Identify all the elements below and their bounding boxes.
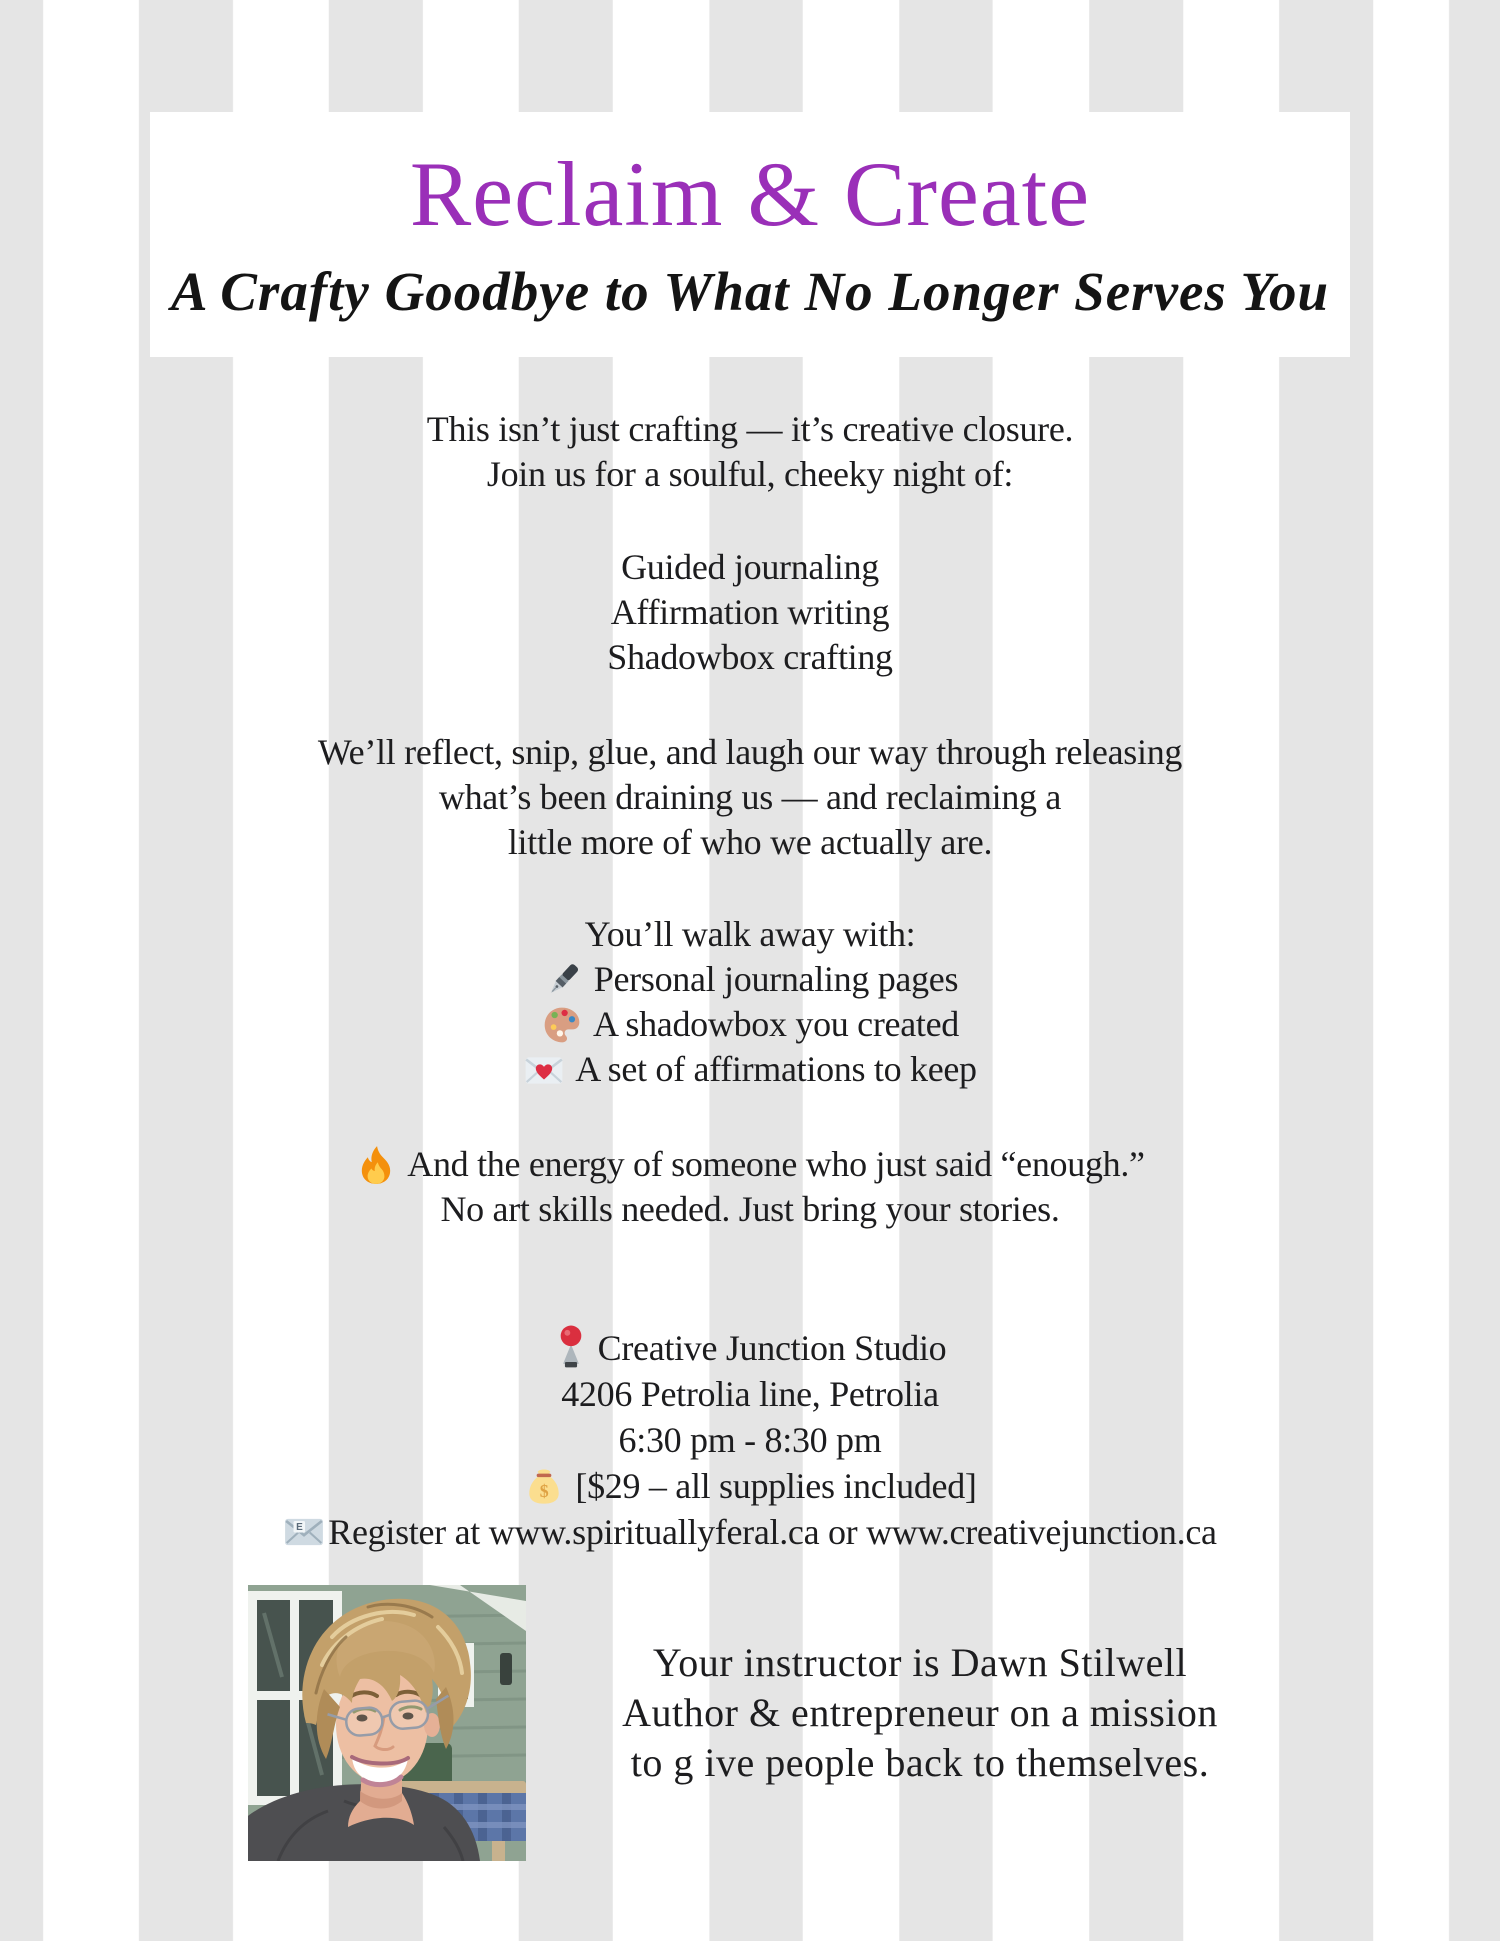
energy-line-1-label: And the energy of someone who just said “enough.” — [407, 1144, 1145, 1184]
page-subtitle: A Crafty Goodbye to What No Longer Serves You — [170, 261, 1330, 322]
instructor-line-1: Your instructor is Dawn Stilwell — [652, 1640, 1188, 1685]
venue-label: Creative Junction Studio — [597, 1328, 947, 1368]
fire-icon — [355, 1144, 397, 1186]
reflection-line-3: little more of who we actually are. — [507, 822, 993, 862]
takeaway-item-label: A set of affirmations to keep — [575, 1049, 977, 1089]
reflection-line-1: We’ll reflect, snip, glue, and laugh our way through releasing — [317, 732, 1183, 772]
activity-item: Guided journaling — [621, 547, 879, 587]
venue-line — [0, 1325, 1500, 1371]
price-line — [0, 1463, 1500, 1509]
instructor-line-2: Author & entrepreneur on a mission — [622, 1690, 1218, 1735]
love-letter-icon — [523, 1049, 565, 1091]
takeaway-item — [0, 957, 1500, 1002]
money-bag-icon — [523, 1465, 565, 1507]
takeaways-heading: You’ll walk away with: — [584, 914, 916, 954]
activities-list — [0, 545, 1500, 680]
palette-icon — [541, 1004, 583, 1046]
time-line: 6:30 pm - 8:30 pm — [618, 1420, 882, 1460]
activity-item: Affirmation writing — [610, 592, 890, 632]
reflection-paragraph — [0, 730, 1500, 865]
intro-paragraph — [0, 407, 1500, 497]
instructor-selfie-photo — [248, 1585, 526, 1861]
activity-item: Shadowbox crafting — [607, 637, 893, 677]
takeaway-item-label: Personal journaling pages — [593, 959, 959, 999]
takeaway-item — [0, 1002, 1500, 1047]
svg-text:E: E — [296, 1522, 303, 1534]
register-label: Register at www.spirituallyferal.ca or www.creativejunction.ca — [328, 1512, 1217, 1552]
instructor-bio — [530, 1638, 1310, 1788]
event-details — [0, 1325, 1500, 1555]
intro-line-2: Join us for a soulful, cheeky night of: — [486, 454, 1014, 494]
takeaway-item — [0, 1047, 1500, 1092]
price-label: [$29 – all supplies included] — [575, 1466, 977, 1506]
address-line: 4206 Petrolia line, Petrolia — [561, 1374, 939, 1414]
energy-note — [0, 1142, 1500, 1232]
reflection-line-2: what’s been draining us — and reclaiming a — [438, 777, 1062, 817]
intro-line-1: This isn’t just crafting — it’s creative closure. — [426, 409, 1074, 449]
takeaways-section — [0, 912, 1500, 1092]
instructor-line-3: to g ive people back to themselves. — [630, 1740, 1210, 1785]
register-line — [0, 1509, 1500, 1555]
energy-line-2: No art skills needed. Just bring your stories. — [440, 1189, 1060, 1229]
takeaway-item-label: A shadowbox you created — [592, 1004, 959, 1044]
pen-icon — [542, 959, 584, 1001]
energy-line-1 — [0, 1142, 1500, 1187]
round-pushpin-icon — [554, 1323, 588, 1373]
svg-text:$: $ — [540, 1481, 549, 1502]
email-icon — [283, 1511, 325, 1553]
header-panel — [150, 112, 1350, 357]
page-title: Reclaim & Create — [409, 143, 1091, 245]
